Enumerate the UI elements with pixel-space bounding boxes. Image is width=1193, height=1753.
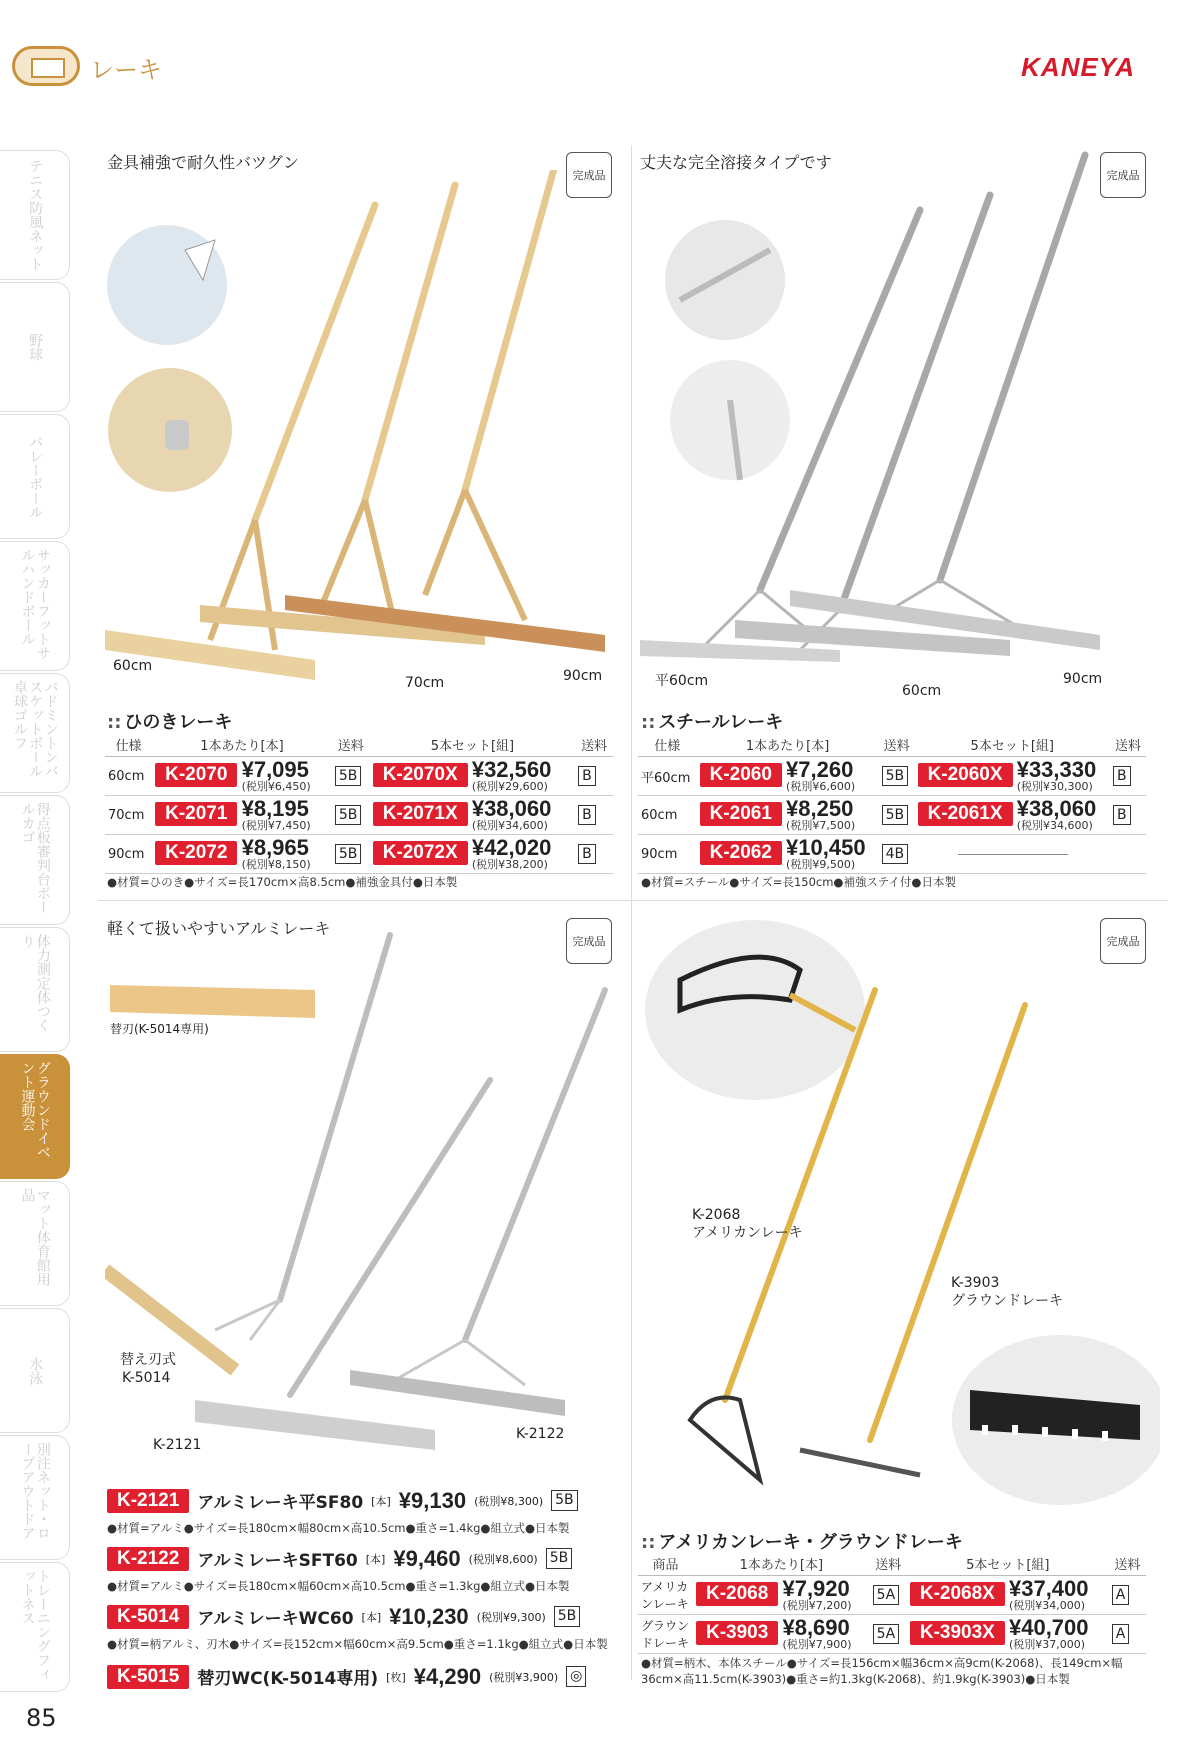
- product-code: K-3903: [696, 1621, 778, 1645]
- table-row: 60cm K-2070 ¥7,095 (税別¥6,450) 5B K-2070X ¥32,560 (税別¥29,600) B: [105, 757, 613, 796]
- no-set-dash: [958, 854, 1068, 855]
- row-divider: [98, 900, 1168, 901]
- hinoki-size-90: 90cm: [563, 668, 603, 684]
- tab-ground[interactable]: グラウンドイベント運動会: [0, 1054, 70, 1179]
- finished-badge: 完成品: [1100, 152, 1146, 198]
- alumi-caption: 軽くて扱いやすいアルミレーキ: [107, 919, 331, 938]
- tab-swimming[interactable]: 水泳: [0, 1308, 70, 1433]
- hinoki-size-70: 70cm: [405, 675, 445, 691]
- product-code: K-2060X: [918, 763, 1013, 787]
- product-code: K-2068: [696, 1582, 778, 1606]
- page-number: 85: [26, 1704, 57, 1732]
- hinoki-note: ●材質=ひのき●サイズ=長170cm×高8.5cm●補強金具付●日本製: [107, 875, 458, 889]
- alumi-img-label-2122: K-2122: [516, 1426, 565, 1442]
- steel-caption: 丈夫な完全溶接タイプです: [640, 153, 832, 172]
- steel-size-flat60: 平60cm: [655, 673, 709, 689]
- tab-tennis[interactable]: テニス防風ネット: [0, 150, 70, 280]
- alumi-rake-image: [105, 930, 625, 1470]
- product-code: K-2121: [107, 1489, 189, 1513]
- product-code: K-3903X: [910, 1621, 1005, 1645]
- steel-rake-image: [640, 150, 1160, 690]
- hinoki-rake-image: [105, 170, 625, 690]
- american-price-table: 商品 1本あたり[本] 送料 5本セット[組] 送料 アメリカンレーキ K-2068 ¥7,920 (税別¥7,200) 5A K-2068X ¥37,400 (税別¥34,000) A グラウンドレーキ K-3903 ¥8,690 (税別¥7,900) 5A K-3903X ¥40,700 (税別¥37,000) A: [638, 1552, 1146, 1654]
- tab-scoreboard[interactable]: 得点板審判台ボールカゴ: [0, 795, 70, 925]
- tab-badminton[interactable]: バドミントンバスケットボール卓球ゴルフ: [0, 673, 70, 793]
- product-code: K-5014: [107, 1605, 189, 1629]
- tab-baseball[interactable]: 野球: [0, 282, 70, 412]
- hinoki-price-table: 仕様 1本あたり[本] 送料 5本セット[組] 送料 60cm K-2070 ¥7,095 (税別¥6,450) 5B K-2070X ¥32,560 (税別¥29,600) B 70cm K-2071 ¥8,195 (税別¥7,450) 5B K-2071X ¥38,060 (税別¥34,600) B 90cm K-2072 ¥8,965 (税別¥8,150) 5B K-2072X ¥42,020 (税別¥38,200) B: [105, 733, 613, 874]
- finished-badge: 完成品: [1100, 918, 1146, 964]
- finished-badge: 完成品: [566, 152, 612, 198]
- steel-title: :: スチールレーキ: [641, 708, 783, 734]
- tab-training[interactable]: トレーニングフィットネス: [0, 1562, 70, 1692]
- alumi-item-k2122: K-2122 アルミレーキSFT60 [本] ¥9,460 (税別¥8,600) 5B: [107, 1546, 572, 1571]
- product-code: K-2062: [700, 841, 782, 865]
- table-row: 90cm K-2072 ¥8,965 (税別¥8,150) 5B K-2072X ¥42,020 (税別¥38,200) B: [105, 835, 613, 874]
- alumi-item-k2121: K-2121 アルミレーキ平SF80 [本] ¥9,130 (税別¥8,300) 5B: [107, 1488, 578, 1513]
- product-code: K-2122: [107, 1547, 189, 1571]
- tab-mat[interactable]: マット体育館用品: [0, 1181, 70, 1306]
- brand-logo: KANEYA: [1021, 52, 1135, 82]
- product-code: K-2072X: [373, 841, 468, 865]
- blade-label: 替刃(K-5014専用): [110, 1022, 209, 1036]
- alumi-note-k2121: ●材質=アルミ●サイズ=長180cm×幅80cm×高10.5cm●重さ=1.4kg●組立式●日本製: [107, 1521, 570, 1535]
- steel-price-table: 仕様 1本あたり[本] 送料 5本セット[組] 送料 平60cm K-2060 ¥7,260 (税別¥6,600) 5B K-2060X ¥33,330 (税別¥30,300) B 60cm K-2061 ¥8,250 (税別¥7,500) 5B K-2061X ¥38,060 (税別¥34,600) B 90cm K-2062 ¥10,450 (税別¥9,500) 4B: [638, 733, 1146, 874]
- finished-badge: 完成品: [566, 918, 612, 964]
- alumi-img-label-2121: K-2121: [153, 1437, 202, 1453]
- steel-size-90: 90cm: [1063, 671, 1103, 687]
- product-code: K-2060: [700, 763, 782, 787]
- steel-note: ●材質=スチール●サイズ=長150cm●補強ステイ付●日本製: [641, 875, 956, 889]
- alumi-item-k5014: K-5014 アルミレーキWC60 [本] ¥10,230 (税別¥9,300) 5B: [107, 1604, 580, 1629]
- alumi-note-k2122: ●材質=アルミ●サイズ=長180cm×幅60cm×高10.5cm●重さ=1.3kg●組立式●日本製: [107, 1579, 570, 1593]
- img-label-k2068-code: K-2068: [692, 1207, 741, 1223]
- column-divider: [631, 145, 632, 1680]
- product-code: K-5015: [107, 1665, 189, 1689]
- table-row: 平60cm K-2060 ¥7,260 (税別¥6,600) 5B K-2060X ¥33,330 (税別¥30,300) B: [638, 757, 1146, 796]
- product-code: K-2061X: [918, 802, 1013, 826]
- table-row: アメリカンレーキ K-2068 ¥7,920 (税別¥7,200) 5A K-2068X ¥37,400 (税別¥34,000) A: [638, 1576, 1146, 1615]
- american-note: ●材質=柄木、本体スチール●サイズ=長156cm×幅36cm×高9cm(K-2068)、長149cm×幅36cm×高11.5cm(K-3903)●重さ=約1.3kg(K-2068)、約1.9kg(K-3903)●日本製: [641, 1656, 1123, 1687]
- table-row: グラウンドレーキ K-3903 ¥8,690 (税別¥7,900) 5A K-3903X ¥40,700 (税別¥37,000) A: [638, 1615, 1146, 1654]
- product-code: K-2070X: [373, 763, 468, 787]
- alumi-item-k5015: K-5015 替刃WC(K-5014専用) [枚] ¥4,290 (税別¥3,900) ◎: [107, 1664, 586, 1689]
- blade-set-label: 替え刃式: [120, 1352, 176, 1368]
- product-code: K-2072: [155, 841, 237, 865]
- hinoki-size-60: 60cm: [113, 658, 153, 674]
- img-label-k2068-name: アメリカンレーキ: [692, 1225, 803, 1241]
- product-code: K-2068X: [910, 1582, 1005, 1606]
- product-code: K-2071X: [373, 802, 468, 826]
- table-row: 70cm K-2071 ¥8,195 (税別¥7,450) 5B K-2071X ¥38,060 (税別¥34,600) B: [105, 796, 613, 835]
- tab-fitness-test[interactable]: 体力測定体つくり: [0, 927, 70, 1052]
- img-label-k3903-code: K-3903: [951, 1275, 1000, 1291]
- tab-soccer[interactable]: サッカーフットサルハンドボール: [0, 541, 70, 671]
- product-code: K-2070: [155, 763, 237, 787]
- table-row: 90cm K-2062 ¥10,450 (税別¥9,500) 4B: [638, 835, 1146, 874]
- section-badge-icon: [12, 46, 80, 86]
- img-label-k3903-name: グラウンドレーキ: [951, 1293, 1063, 1309]
- hinoki-title: :: ひのきレーキ: [107, 708, 232, 734]
- steel-size-60: 60cm: [902, 683, 942, 699]
- product-code: K-2061: [700, 802, 782, 826]
- hinoki-caption: 金具補強で耐久性バツグン: [107, 153, 299, 172]
- section-title: レーキ: [90, 56, 162, 84]
- american-title: :: アメリカンレーキ・グラウンドレーキ: [641, 1528, 963, 1554]
- tab-volleyball[interactable]: バレーボール: [0, 414, 70, 539]
- product-code: K-2071: [155, 802, 237, 826]
- tab-custom-net[interactable]: 別注ネット・ロープアウトドア: [0, 1435, 70, 1560]
- alumi-note-k5014: ●材質=柄アルミ、刃木●サイズ=長152cm×幅60cm×高9.5cm●重さ=1.1kg●組立式●日本製: [107, 1637, 608, 1651]
- table-row: 60cm K-2061 ¥8,250 (税別¥7,500) 5B K-2061X ¥38,060 (税別¥34,600) B: [638, 796, 1146, 835]
- blade-set-code: K-5014: [122, 1370, 171, 1386]
